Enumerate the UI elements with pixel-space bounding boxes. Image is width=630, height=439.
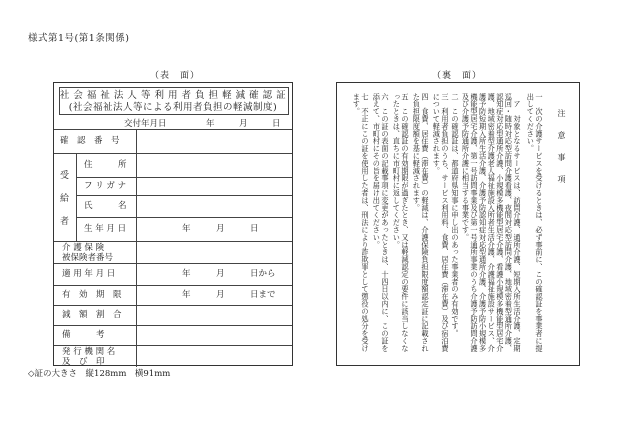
insured-label-1: 介 護 保 険 — [62, 243, 105, 253]
note-item-6: 五 この確認証の有効期限が過ぎたとき、又は軽減認定の要件に該当しなくなったときは、直ちに市町村に返してください。 — [392, 93, 410, 352]
validity-label: 有 効 期 限 — [62, 290, 122, 300]
note-item-4: 三 利用者負担のうち、サービス利用料、食費、居住費（滞在費）及び宿泊費について軽減されます。 — [432, 93, 450, 352]
recipient-label-3: 者 — [60, 217, 70, 227]
name-label: 氏 名 — [84, 201, 127, 211]
furigana-label: フ リ ガ ナ — [84, 181, 127, 191]
front-card — [53, 82, 293, 366]
recipient-label-1: 受 — [60, 171, 70, 181]
validity-month-label: 月 — [216, 290, 225, 300]
size-note: ◇証の大きさ 縦128mm 横91mm — [28, 369, 171, 379]
issue-day-label: 日 — [272, 119, 281, 129]
note-item-1: 一 次の介護サービスを受けるときは、必ず事前に、この確認証を事業者に提出してください。 — [526, 93, 544, 352]
start-month-label: 月 — [216, 269, 225, 279]
note-item-5: 四 食費、居住費（滞在費）の軽減は、介護保険負担限度額認定証に記載された負担限度額を基に軽減されます。 — [412, 93, 430, 352]
reduction-rate-label: 減 額 割 合 — [62, 310, 122, 320]
confirmation-number-label: 確 認 番 号 — [60, 136, 120, 146]
issuer-label-2: 及 び 印 — [62, 357, 105, 367]
back-card — [336, 82, 580, 366]
back-label: （裏 面） — [432, 71, 483, 81]
remarks-label: 備 考 — [62, 330, 105, 340]
insured-label-2: 被保険者番号 — [62, 253, 114, 263]
notes-heading: 注 意 事 項 — [557, 109, 566, 186]
validity-until-label: 日まで — [250, 290, 276, 300]
issue-date-label: 交付年月日 — [124, 119, 167, 129]
start-year-label: 年 — [182, 269, 191, 279]
note-item-3: 二 この確認証は、都道府県知事に申し出のあった事業者のみ有効です。 — [451, 93, 460, 338]
start-from-label: 日から — [250, 269, 276, 279]
card-title: 社 会 福 祉 法 人 等 利 用 者 負 担 軽 減 確 認 証 (社会福祉法人等による利用者負担の軽減制度) — [59, 90, 287, 113]
front-label: （表 面） — [150, 71, 201, 81]
start-date-label: 適 用 年 月 日 — [62, 269, 116, 279]
birth-month-label: 月 — [216, 224, 225, 234]
birth-year-label: 年 — [182, 224, 191, 234]
issue-month-label: 月 — [239, 119, 248, 129]
validity-year-label: 年 — [182, 290, 191, 300]
recipient-label-2: 給 — [60, 194, 70, 204]
note-item-7: 六 この証の表面の記載事項に変更があったときは、十四日以内に、この証を添えて、市町村にその旨を届け出てください。 — [372, 93, 390, 352]
issue-year-label: 年 — [206, 119, 215, 129]
note-item-2: ア 対象となるサービスは、訪問介護、通所介護、短期入所生活介護、定期巡回・随時対応型訪問介護看護、夜間対応型訪問介護、地域密着型通所介護、認知症対応型通所介護、小規模多機能型居宅介護、看護小規模多機能型居宅介護、地域密着型介護老人福祉施設入所者生活介護、介護福祉施設サービス、介護予防短期入所生活介護、介護予防認知症対応型通所介護、介護予防小規模多機能型居宅介護、第一号訪問事業及び第一号通所事業のうち介護予防訪問介護及び介護予防通所介護に相当する事業です。 — [461, 93, 522, 352]
note-item-8: 七 不正にこの証を使用した者は、刑法により詐欺罪として懲役の処分を受けます。 — [352, 93, 370, 352]
form-caption: 様式第1号(第1条関係) — [28, 33, 130, 44]
birthdate-label: 生 年 月 日 — [84, 224, 127, 234]
address-label: 住 所 — [84, 160, 127, 170]
issuer-label-1: 発 行 機 関 名 — [62, 347, 116, 357]
birth-day-label: 日 — [250, 224, 259, 234]
